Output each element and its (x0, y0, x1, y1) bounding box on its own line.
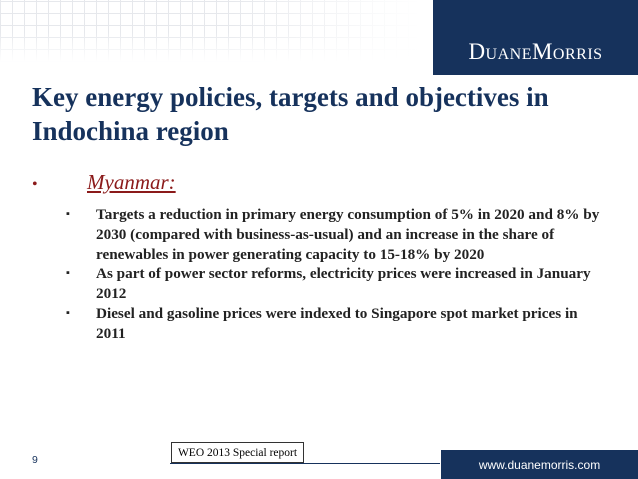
bullet-label: Myanmar: (87, 170, 176, 194)
list-item-text: Targets a reduction in primary energy consumption of 5% in 2020 and 8% by 2030 (compared with business-as-usual) and an increase in the share of renewables in power generating capacity to 15-18% by 2020 (96, 206, 600, 263)
list-item-text: As part of power sector reforms, electricity prices were increased in January 2012 (96, 265, 591, 303)
duane-morris-logo (433, 0, 638, 75)
list-item (66, 264, 606, 304)
bullet-icon: • (32, 176, 38, 193)
square-bullet-icon: ▪ (66, 306, 70, 319)
logo-text: DuaneMorris (468, 38, 603, 64)
footer-divider (170, 463, 440, 464)
square-bullet-icon: ▪ (66, 208, 70, 220)
bullet-myanmar (32, 170, 176, 195)
slide-title: Key energy policies, targets and objectives in Indochina region (32, 82, 549, 146)
header-grid-pattern (0, 0, 420, 62)
page-number: 9 (32, 454, 38, 466)
list-item (66, 304, 606, 344)
source-box: WEO 2013 Special report (171, 442, 304, 463)
website-link[interactable]: www.duanemorris.com (478, 457, 601, 472)
list-item-text: Diesel and gasoline prices were indexed to Singapore spot market prices in 2011 (96, 304, 578, 342)
list-item (66, 205, 606, 264)
square-bullet-icon: ▪ (66, 267, 70, 280)
sub-bullet-list (66, 205, 606, 344)
footer-url-bar (441, 450, 638, 479)
